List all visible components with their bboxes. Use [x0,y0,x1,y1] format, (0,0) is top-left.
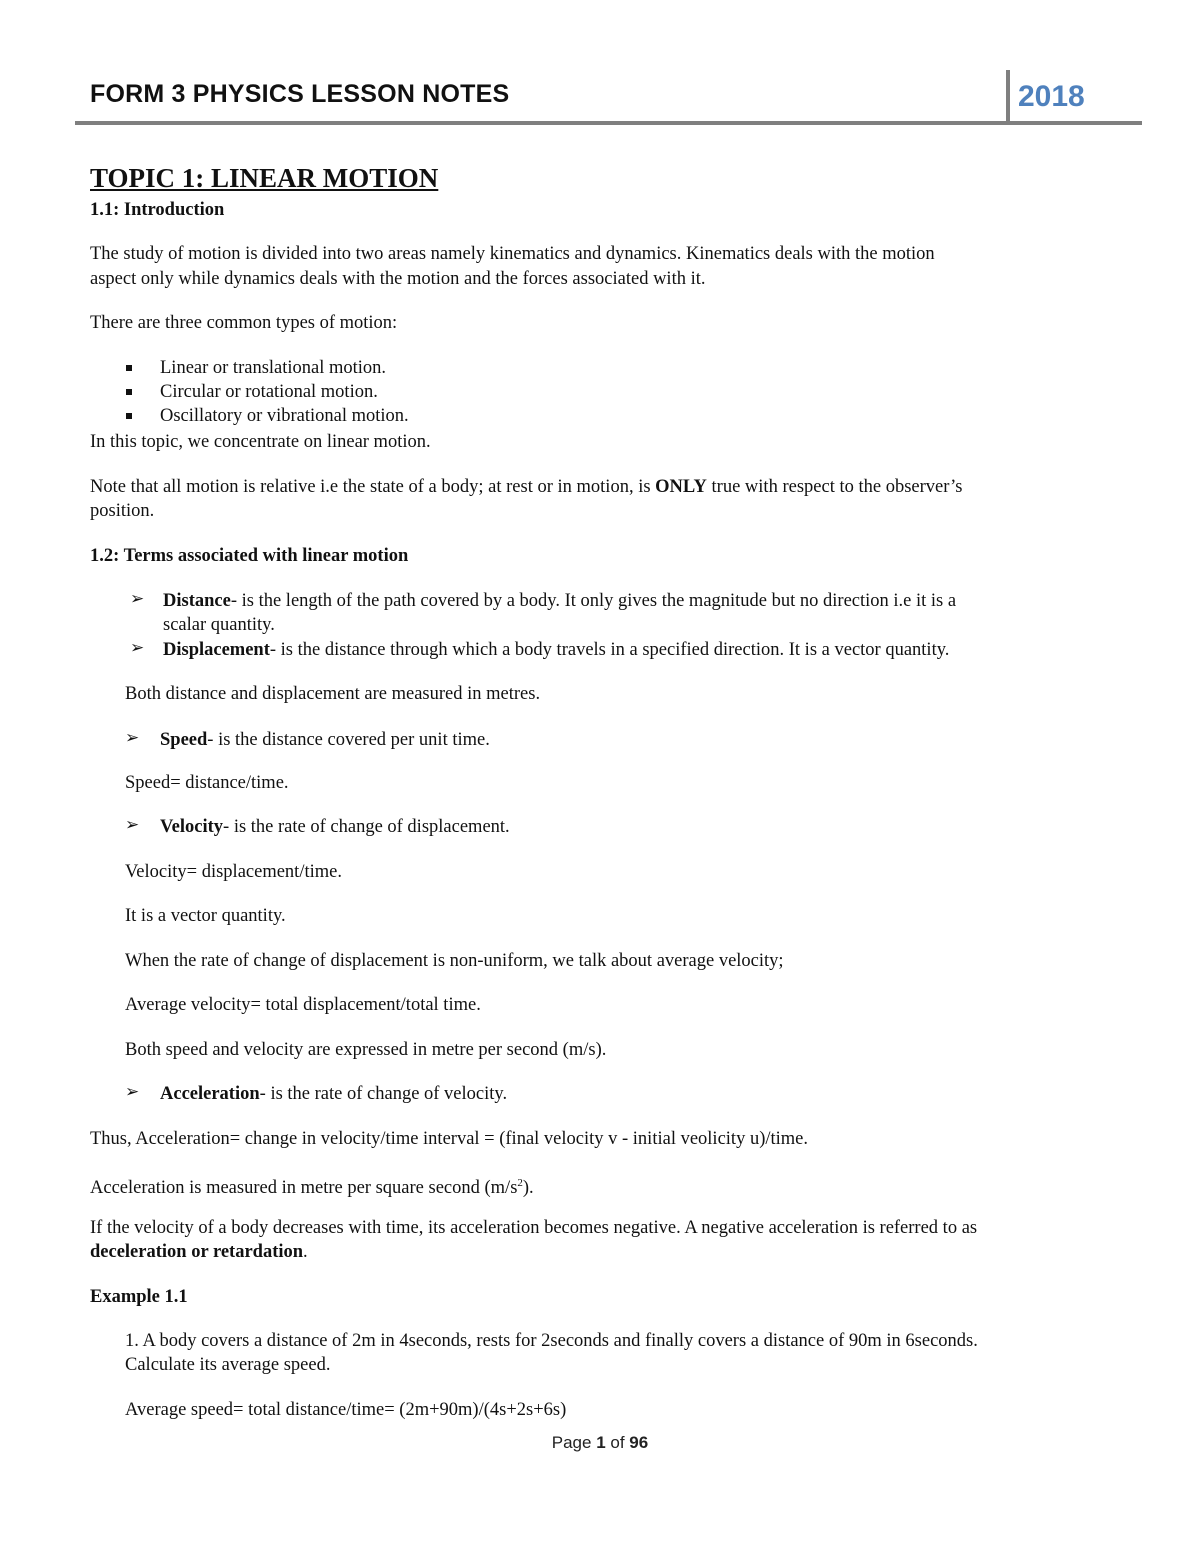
nonuniform-note: When the rate of change of displacement is non-uniform, we talk about average velocity; [125,951,784,971]
types-lead: There are three common types of motion: [90,313,398,333]
square-bullet-icon [126,365,132,371]
arrow-bullet-icon: ➢ [130,638,145,658]
arrow-bullet-icon: ➢ [125,728,140,748]
list-item: Linear or translational motion. [160,358,387,378]
term-distance-cont: scalar quantity. [163,615,275,635]
example-answer: Average speed= total distance/time= (2m+90m)/(4s+2s+6s) [125,1400,567,1420]
term-distance: Distance- is the length of the path covered by a body. It only gives the magnitude but no direction i.e it is a [163,591,957,611]
arrow-bullet-icon: ➢ [125,1082,140,1102]
page-number: Page 1 of 96 [551,1433,649,1452]
deceleration-line1: If the velocity of a body decreases with time, its acceleration becomes negative. A negative acceleration is referred to as [90,1218,978,1238]
list-item: Circular or rotational motion. [160,382,378,402]
concentrate-text: In this topic, we concentrate on linear motion. [90,432,431,452]
arrow-bullet-icon: ➢ [125,815,140,835]
header-year: 2018 [1018,80,1085,113]
note-line2: position. [90,501,155,521]
both-measured: Both distance and displacement are measured in metres. [125,684,541,704]
avg-velocity-formula: Average velocity= total displacement/total time. [125,995,481,1015]
topic-title: TOPIC 1: LINEAR MOTION [90,163,439,193]
term-velocity: Velocity- is the rate of change of displacement. [160,817,510,837]
square-bullet-icon [126,389,132,395]
square-bullet-icon [126,413,132,419]
example-question-line1: 1. A body covers a distance of 2m in 4seconds, rests for 2seconds and finally covers a distance of 90m in 6seconds. [125,1331,978,1351]
acceleration-unit: Acceleration is measured in metre per square second $(m/s^2)$. [90,1177,534,1199]
both-expressed: Both speed and velocity are expressed in metre per second (m/s). [125,1040,607,1060]
arrow-bullet-icon: ➢ [130,589,145,609]
acceleration-formula: Thus, Acceleration= change in velocity/time interval = (final velocity v - initial veolicity u)/time. [90,1129,808,1149]
section-heading-terms: 1.2: Terms associated with linear motion [90,546,409,566]
deceleration-line2: deceleration or retardation. [90,1242,308,1262]
term-displacement: Displacement- is the distance through which a body travels in a specified direction. It is a vector quantity. [163,640,950,660]
speed-formula: Speed= distance/time. [125,773,289,793]
term-speed: Speed- is the distance covered per unit time. [160,730,490,750]
velocity-formula: Velocity= displacement/time. [125,862,342,882]
example-heading: Example 1.1 [90,1287,188,1307]
header-title: FORM 3 PHYSICS LESSON NOTES [90,80,510,108]
list-item: Oscillatory or vibrational motion. [160,406,409,426]
note-line1: Note that all motion is relative i.e the state of a body; at rest or in motion, is ONLY true with respect to the observer’s [90,477,963,497]
vector-note: It is a vector quantity. [125,906,286,926]
intro-paragraph-line1: The study of motion is divided into two areas namely kinematics and dynamics. Kinematics deals with the motion [90,244,935,264]
section-heading-introduction: 1.1: Introduction [90,200,225,220]
example-question-line2: Calculate its average speed. [125,1355,331,1375]
intro-paragraph-line2: aspect only while dynamics deals with the motion and the forces associated with it. [90,269,706,289]
header-divider-vertical [1006,70,1010,122]
header-rule [75,121,1142,125]
term-acceleration: Acceleration- is the rate of change of velocity. [160,1084,508,1104]
